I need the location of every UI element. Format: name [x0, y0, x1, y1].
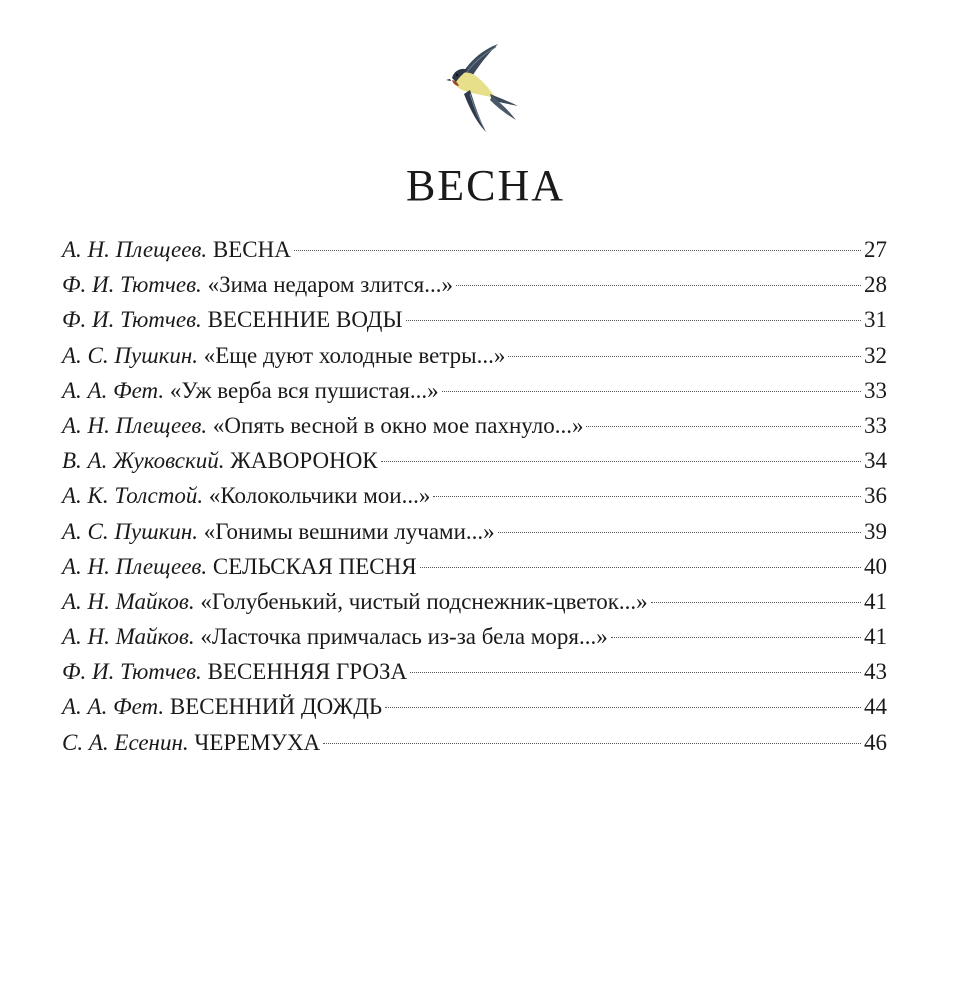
toc-title: «Гонимы вешними лучами...» [203, 518, 495, 544]
dot-leader [410, 672, 861, 673]
toc-author: Ф. И. Тютчев. [62, 272, 202, 298]
toc-author: А. С. Пушкин. [62, 518, 198, 544]
toc-author: А. А. Фет. [62, 377, 165, 403]
toc-entry[interactable] [62, 654, 887, 689]
toc-entry[interactable] [62, 514, 887, 549]
dot-leader [433, 496, 861, 497]
toc-title: «Опять весной в окно мое пахнуло...» [212, 412, 584, 438]
toc-title: «Ласточка примчалась из-за бела моря...» [200, 624, 608, 650]
toc-author: А. С. Пушкин. [62, 342, 198, 368]
toc-title: ВЕСЕННИЕ ВОДЫ [207, 307, 403, 333]
toc-title: «Уж верба вся пушистая...» [169, 377, 439, 403]
toc-title: ВЕСЕННИЙ ДОЖДЬ [169, 694, 383, 720]
toc-page-number: 32 [864, 342, 887, 368]
dot-leader [611, 637, 861, 638]
toc-page-number: 44 [864, 694, 887, 720]
toc-page-number: 40 [864, 553, 887, 579]
toc-entry[interactable] [62, 302, 887, 337]
dot-leader [323, 743, 861, 744]
toc-page-number: 36 [864, 483, 887, 509]
toc-entry[interactable] [62, 584, 887, 619]
dot-leader [294, 250, 861, 251]
toc-entry[interactable] [62, 373, 887, 408]
dot-leader [381, 461, 861, 462]
dot-leader [385, 707, 861, 708]
toc-page-number: 31 [864, 307, 887, 333]
toc-title: СЕЛЬСКАЯ ПЕСНЯ [212, 553, 417, 579]
dot-leader [498, 532, 861, 533]
toc-author: В. А. Жуковский. [62, 448, 225, 474]
toc-title: «Голубенький, чистый подснежник-цветок...» [200, 588, 648, 614]
toc-title: «Еще дуют холодные ветры...» [203, 342, 506, 368]
toc-author: А. Н. Майков. [62, 624, 195, 650]
toc-author: Ф. И. Тютчев. [62, 307, 202, 333]
toc-page-number: 41 [864, 624, 887, 650]
toc-page-number: 33 [864, 412, 887, 438]
toc-page-number: 43 [864, 659, 887, 685]
dot-leader [508, 356, 861, 357]
toc-entry[interactable] [62, 338, 887, 373]
toc-entry[interactable] [62, 267, 887, 302]
toc-entry[interactable] [62, 619, 887, 654]
toc-author: А. Н. Майков. [62, 588, 195, 614]
dot-leader [442, 391, 861, 392]
section-title: ВЕСНА [405, 161, 566, 210]
toc-page-number: 39 [864, 518, 887, 544]
toc-author: С. А. Есенин. [62, 729, 189, 755]
toc-entry[interactable] [62, 549, 887, 584]
toc-title: ВЕСЕННЯЯ ГРОЗА [207, 659, 408, 685]
toc-page-number: 46 [864, 729, 887, 755]
dot-leader [586, 426, 861, 427]
toc-author: А. Н. Плещеев. [62, 553, 208, 579]
dot-leader [406, 320, 861, 321]
dot-leader [456, 285, 861, 286]
toc-author: А. А. Фет. [62, 694, 165, 720]
toc-entry[interactable] [62, 478, 887, 513]
dot-leader [651, 602, 861, 603]
toc-title: ЖАВОРОНОК [230, 448, 378, 474]
toc-entry[interactable] [62, 232, 887, 267]
dot-leader [420, 567, 861, 568]
toc-page-number: 33 [864, 377, 887, 403]
toc-page-number: 28 [864, 272, 887, 298]
toc-entry[interactable] [62, 725, 887, 760]
swallow-icon [440, 40, 520, 135]
toc-author: А. Н. Плещеев. [62, 412, 208, 438]
toc-page-number: 34 [864, 448, 887, 474]
toc-author: А. Н. Плещеев. [62, 237, 208, 262]
toc-author: А. К. Толстой. [62, 483, 204, 509]
toc-title: ВЕСНА [212, 237, 291, 262]
toc-title: «Зима недаром злится...» [207, 272, 453, 298]
toc-entry[interactable] [62, 689, 887, 724]
toc-title: «Колокольчики мои...» [208, 483, 431, 509]
toc-entry[interactable] [62, 443, 887, 478]
toc-entry[interactable] [62, 408, 887, 443]
toc-page-number: 41 [864, 588, 887, 614]
table-of-contents [62, 232, 887, 760]
toc-page-number: 27 [864, 237, 887, 262]
toc-title: ЧЕРЕМУХА [194, 729, 321, 755]
toc-author: Ф. И. Тютчев. [62, 659, 202, 685]
